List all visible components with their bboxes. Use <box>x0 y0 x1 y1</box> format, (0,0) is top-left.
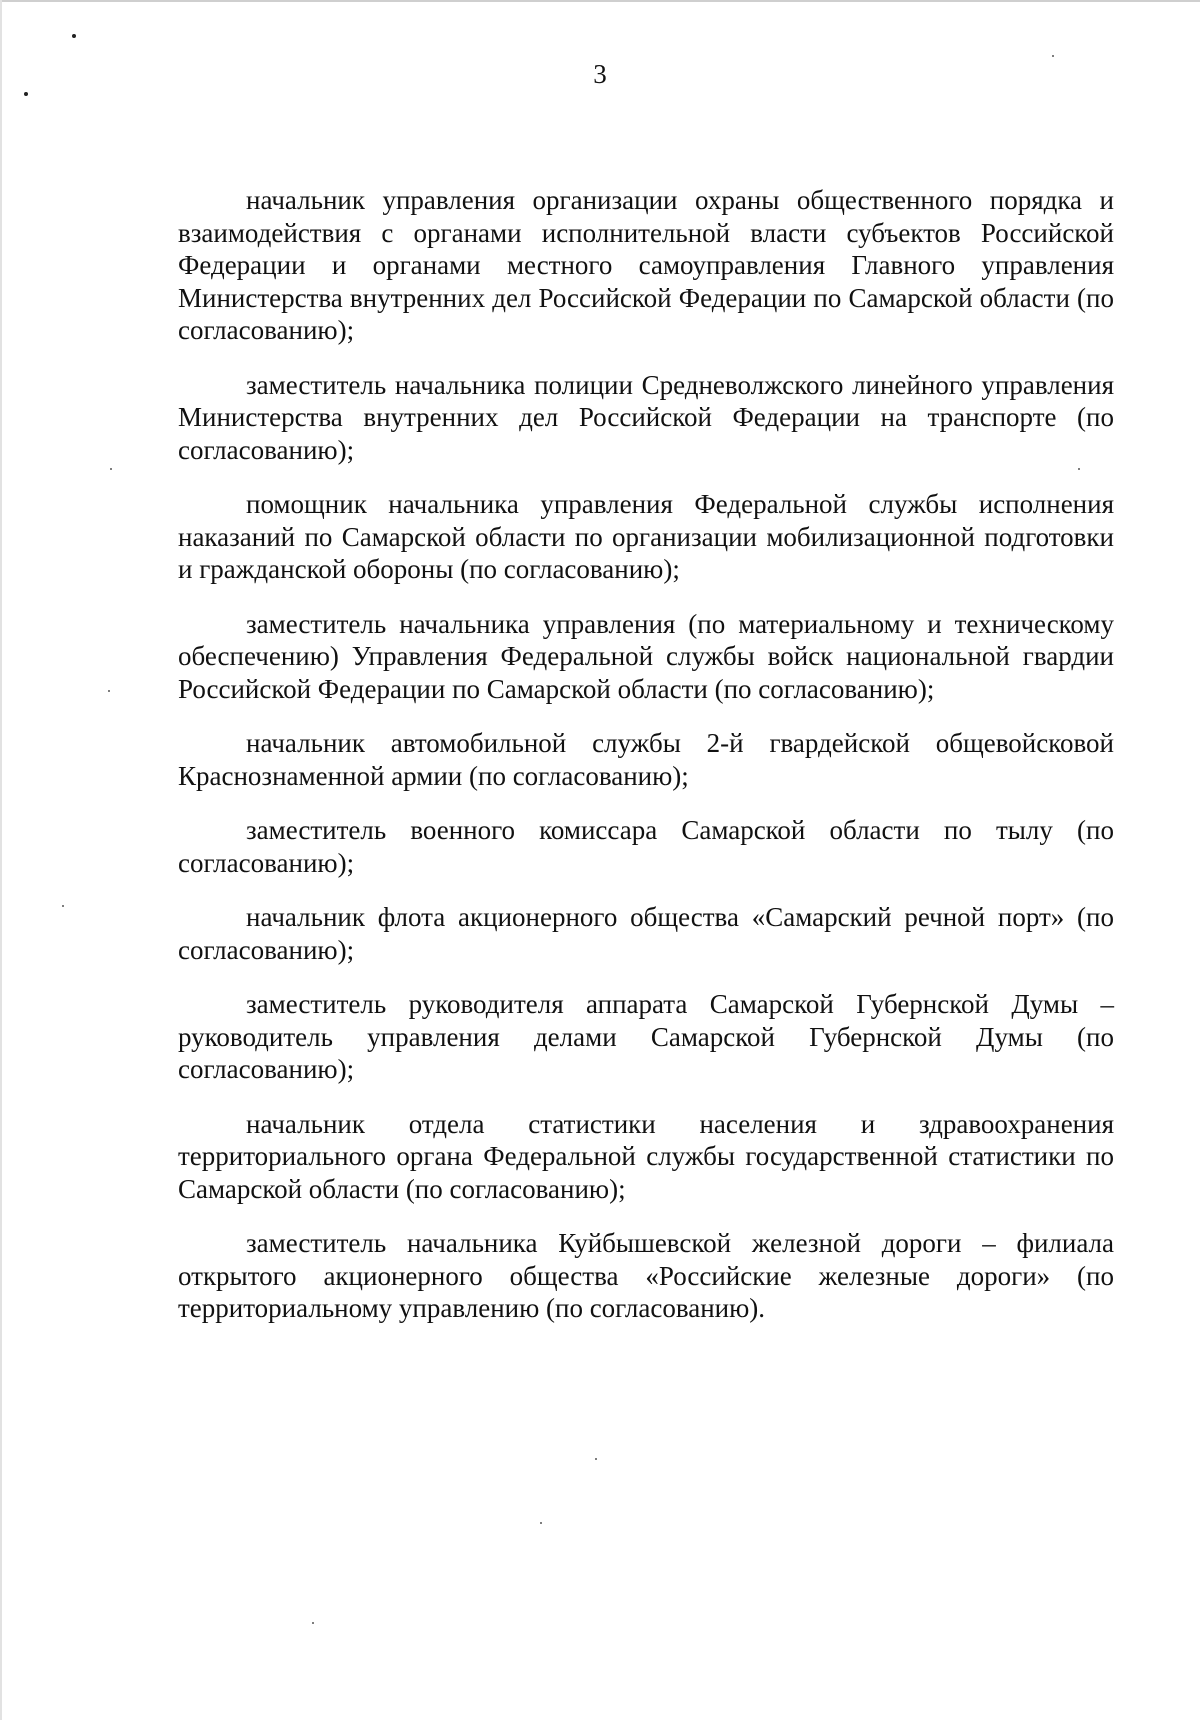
list-item: начальник автомобильной службы 2-й гвардейской общевойсковой Краснознаменной армии (по согласованию); <box>178 728 1114 791</box>
list-item: начальник управления организации охраны общественного порядка и взаимодействия с органами исполнительной власти субъектов Российской Федерации и органами местного самоуправления Главного управления Министерства внутренних дел Российской Федерации по Самарской области (по согласованию); <box>178 185 1114 345</box>
scan-speck <box>1052 55 1054 57</box>
scan-speck <box>72 34 76 38</box>
list-item: заместитель начальника полиции Средневолжского линейного управления Министерства внутренних дел Российской Федерации на транспорте (по согласованию); <box>178 369 1114 465</box>
scan-speck <box>108 690 110 692</box>
scan-speck <box>312 1622 314 1624</box>
list-item: заместитель начальника Куйбышевской железной дороги – филиала открытого акционерного общества «Российские железные дороги» (по территориальному управлению (по согласованию). <box>178 1228 1114 1323</box>
page-number: 3 <box>593 59 607 89</box>
scan-speck <box>62 905 64 907</box>
list-item: заместитель военного комиссара Самарской области по тылу (по согласованию); <box>178 815 1114 878</box>
list-item: заместитель начальника управления (по материальному и техническому обеспечению) Управления Федеральной службы войск национальной гвардии Российской Федерации по Самарской области (по согласованию); <box>178 608 1114 704</box>
list-item: начальник флота акционерного общества «Самарский речной порт» (по согласованию); <box>178 902 1114 965</box>
scan-left-edge <box>0 0 2 1720</box>
scan-speck <box>110 468 112 470</box>
scan-speck <box>540 1522 542 1524</box>
scan-speck <box>595 1458 597 1460</box>
list-item: заместитель руководителя аппарата Самарской Губернской Думы – руководитель управления делами Самарской Губернской Думы (по согласованию); <box>178 989 1114 1084</box>
list-item: помощник начальника управления Федеральной службы исполнения наказаний по Самарской области по организации мобилизационной подготовки и гражданской обороны (по согласованию); <box>178 489 1114 584</box>
scan-top-edge <box>0 0 1200 2</box>
member-list <box>178 184 1114 1347</box>
list-item: начальник отдела статистики населения и здравоохранения территориального органа Федеральной службы государственной статистики по Самарской области (по согласованию); <box>178 1108 1114 1204</box>
scan-speck <box>24 92 28 96</box>
